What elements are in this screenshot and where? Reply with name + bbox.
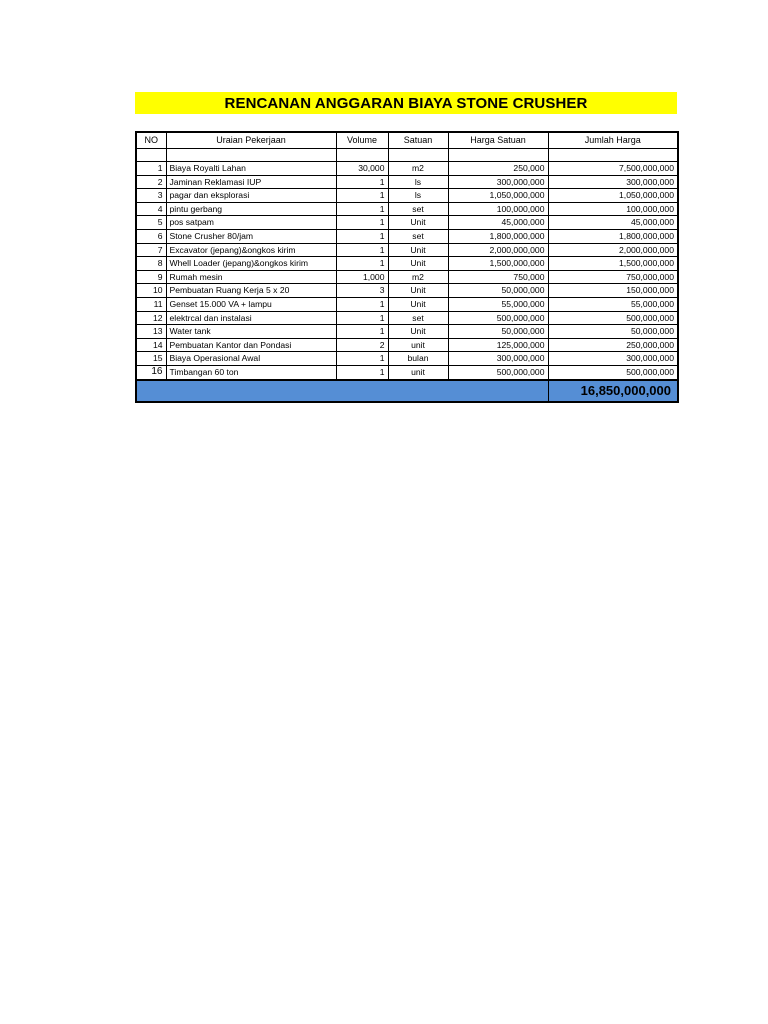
cell-satuan: Unit <box>388 297 448 311</box>
table-row <box>136 243 678 257</box>
cell-jumlah-harga: 1,800,000,000 <box>548 229 678 243</box>
cell-volume: 1 <box>336 352 388 366</box>
cell-satuan: m2 <box>388 162 448 176</box>
header-no: NO <box>136 132 166 149</box>
cell-jumlah-harga: 1,050,000,000 <box>548 189 678 203</box>
cell-uraian: elektrcal dan instalasi <box>166 311 336 325</box>
cell-harga-satuan: 1,050,000,000 <box>448 189 548 203</box>
table-row <box>136 352 678 366</box>
cell-harga-satuan: 250,000 <box>448 162 548 176</box>
cell-no: 3 <box>136 189 166 203</box>
table-row <box>136 189 678 203</box>
cell-harga-satuan: 50,000,000 <box>448 284 548 298</box>
cell-uraian: pintu gerbang <box>166 202 336 216</box>
total-value: 16,850,000,000 <box>548 380 678 402</box>
cell-jumlah-harga: 50,000,000 <box>548 325 678 339</box>
cell-no: 10 <box>136 284 166 298</box>
cell-volume: 1 <box>336 325 388 339</box>
cell-jumlah-harga: 300,000,000 <box>548 175 678 189</box>
cell-uraian: Biaya Royalti Lahan <box>166 162 336 176</box>
cell-uraian: Timbangan 60 ton <box>166 365 336 380</box>
cell-harga-satuan: 300,000,000 <box>448 175 548 189</box>
cell-harga-satuan: 1,500,000,000 <box>448 257 548 271</box>
cell-no: 6 <box>136 229 166 243</box>
cell-uraian: Pembuatan Kantor dan Pondasi <box>166 338 336 352</box>
cell-satuan: unit <box>388 338 448 352</box>
cell-satuan: Unit <box>388 216 448 230</box>
cell-volume: 1 <box>336 216 388 230</box>
table-row <box>136 338 678 352</box>
cell-no: 4 <box>136 202 166 216</box>
table-row <box>136 325 678 339</box>
document-title: RENCANAN ANGGARAN BIAYA STONE CRUSHER <box>224 94 588 112</box>
cell-harga-satuan: 500,000,000 <box>448 311 548 325</box>
table-row <box>136 311 678 325</box>
cell-harga-satuan: 2,000,000,000 <box>448 243 548 257</box>
cell-volume: 1 <box>336 297 388 311</box>
cell-jumlah-harga: 500,000,000 <box>548 365 678 380</box>
cell-jumlah-harga: 1,500,000,000 <box>548 257 678 271</box>
blank-cell <box>388 149 448 162</box>
cell-jumlah-harga: 300,000,000 <box>548 352 678 366</box>
cell-volume: 1 <box>336 311 388 325</box>
cell-jumlah-harga: 55,000,000 <box>548 297 678 311</box>
cell-volume: 1 <box>336 243 388 257</box>
cell-volume: 3 <box>336 284 388 298</box>
blank-cell <box>166 149 336 162</box>
cell-satuan: Unit <box>388 243 448 257</box>
cell-no: 8 <box>136 257 166 271</box>
title-bar <box>135 92 677 114</box>
cell-uraian: Water tank <box>166 325 336 339</box>
cell-harga-satuan: 750,000 <box>448 270 548 284</box>
cell-volume: 1 <box>336 175 388 189</box>
cell-harga-satuan: 50,000,000 <box>448 325 548 339</box>
cell-no: 1 <box>136 162 166 176</box>
table-header-row <box>136 132 678 149</box>
cell-no: 12 <box>136 311 166 325</box>
cell-harga-satuan: 55,000,000 <box>448 297 548 311</box>
cell-no: 13 <box>136 325 166 339</box>
blank-cell <box>336 149 388 162</box>
cell-satuan: bulan <box>388 352 448 366</box>
cell-volume: 1 <box>336 365 388 380</box>
cell-harga-satuan: 45,000,000 <box>448 216 548 230</box>
header-satuan: Satuan <box>388 132 448 149</box>
cell-jumlah-harga: 500,000,000 <box>548 311 678 325</box>
header-jumlah-harga: Jumlah Harga <box>548 132 678 149</box>
cell-volume: 1 <box>336 229 388 243</box>
table-row <box>136 162 678 176</box>
cell-no: 16 <box>136 365 166 380</box>
cell-jumlah-harga: 45,000,000 <box>548 216 678 230</box>
cell-harga-satuan: 500,000,000 <box>448 365 548 380</box>
cell-harga-satuan: 100,000,000 <box>448 202 548 216</box>
cell-satuan: set <box>388 311 448 325</box>
table-row <box>136 202 678 216</box>
budget-table <box>135 131 679 403</box>
table-row <box>136 297 678 311</box>
table-row <box>136 229 678 243</box>
cell-no: 9 <box>136 270 166 284</box>
cell-uraian: Rumah mesin <box>166 270 336 284</box>
blank-cell <box>548 149 678 162</box>
cell-no: 14 <box>136 338 166 352</box>
cell-volume: 30,000 <box>336 162 388 176</box>
cell-uraian: pagar dan eksplorasi <box>166 189 336 203</box>
table-row <box>136 257 678 271</box>
cell-volume: 1 <box>336 257 388 271</box>
cell-jumlah-harga: 100,000,000 <box>548 202 678 216</box>
table-row <box>136 270 678 284</box>
cell-satuan: set <box>388 229 448 243</box>
cell-satuan: m2 <box>388 270 448 284</box>
blank-cell <box>448 149 548 162</box>
cell-uraian: Jaminan Reklamasi IUP <box>166 175 336 189</box>
table-row <box>136 284 678 298</box>
cell-no: 11 <box>136 297 166 311</box>
cell-uraian: Whell Loader (jepang)&ongkos kirim <box>166 257 336 271</box>
cell-satuan: unit <box>388 365 448 380</box>
cell-no: 2 <box>136 175 166 189</box>
table-row <box>136 365 678 380</box>
cell-no: 15 <box>136 352 166 366</box>
total-row-spacer <box>136 380 548 402</box>
cell-no: 5 <box>136 216 166 230</box>
cell-harga-satuan: 125,000,000 <box>448 338 548 352</box>
cell-uraian: Biaya Operasional Awal <box>166 352 336 366</box>
blank-cell <box>136 149 166 162</box>
cell-satuan: Unit <box>388 257 448 271</box>
cell-no: 7 <box>136 243 166 257</box>
cell-volume: 2 <box>336 338 388 352</box>
cell-satuan: ls <box>388 175 448 189</box>
blank-row <box>136 149 678 162</box>
header-uraian: Uraian Pekerjaan <box>166 132 336 149</box>
table-row <box>136 175 678 189</box>
cell-harga-satuan: 300,000,000 <box>448 352 548 366</box>
header-harga-satuan: Harga Satuan <box>448 132 548 149</box>
cell-jumlah-harga: 250,000,000 <box>548 338 678 352</box>
cell-volume: 1,000 <box>336 270 388 284</box>
cell-volume: 1 <box>336 202 388 216</box>
cell-jumlah-harga: 150,000,000 <box>548 284 678 298</box>
cell-satuan: Unit <box>388 284 448 298</box>
table-row <box>136 216 678 230</box>
header-volume: Volume <box>336 132 388 149</box>
cell-uraian: Excavator (jepang)&ongkos kirim <box>166 243 336 257</box>
cell-uraian: Pembuatan Ruang Kerja 5 x 20 <box>166 284 336 298</box>
cell-volume: 1 <box>336 189 388 203</box>
cell-uraian: Genset 15.000 VA + lampu <box>166 297 336 311</box>
cell-harga-satuan: 1,800,000,000 <box>448 229 548 243</box>
cell-uraian: pos satpam <box>166 216 336 230</box>
cell-jumlah-harga: 7,500,000,000 <box>548 162 678 176</box>
cell-jumlah-harga: 2,000,000,000 <box>548 243 678 257</box>
total-row <box>136 380 678 402</box>
cell-uraian: Stone Crusher 80/jam <box>166 229 336 243</box>
cell-satuan: Unit <box>388 325 448 339</box>
cell-satuan: set <box>388 202 448 216</box>
cell-jumlah-harga: 750,000,000 <box>548 270 678 284</box>
cell-satuan: ls <box>388 189 448 203</box>
